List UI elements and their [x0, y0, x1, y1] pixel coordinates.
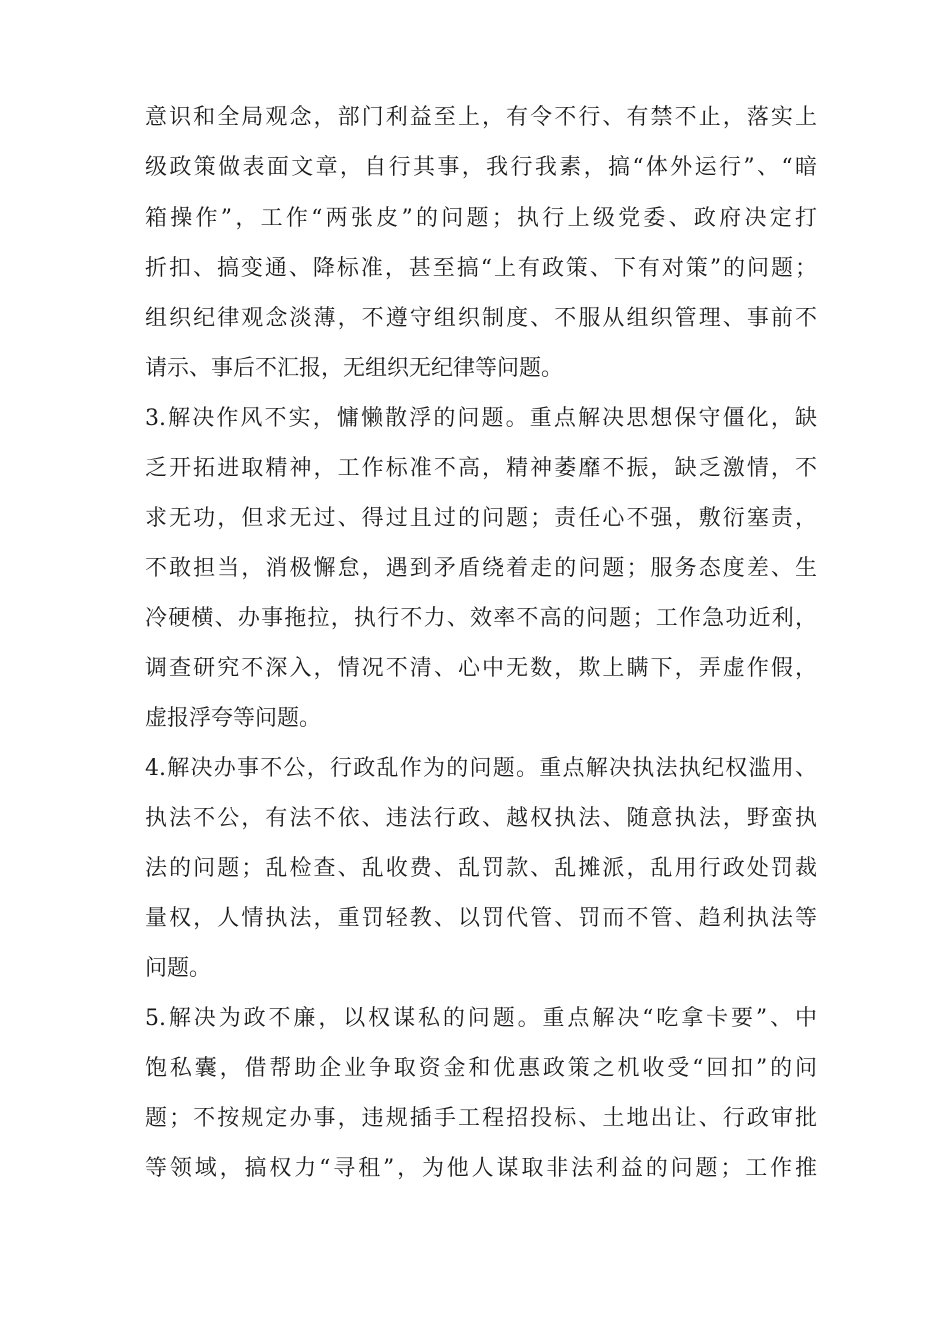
text-line: 虚报浮夸等问题。	[145, 706, 322, 731]
text-line: 请示、事后不汇报，无组织无纪律等问题。	[145, 356, 564, 381]
text-line: 不敢担当，消极懈怠，遇到矛盾绕着走的问题；服务态度差、生	[145, 556, 817, 581]
text-line: 级政策做表面文章，自行其事，我行我素，搞“体外运行”、“暗	[145, 155, 817, 180]
text-line: 组织纪律观念淡薄，不遵守组织制度、不服从组织管理、事前不	[145, 306, 817, 331]
text-line: 乏开拓进取精神，工作标准不高，精神萎靡不振，缺乏激情，不	[145, 456, 817, 481]
text-line: 法的问题；乱检查、乱收费、乱罚款、乱摊派，乱用行政处罚裁	[145, 856, 817, 881]
text-line: 折扣、搞变通、降标准，甚至搞“上有政策、下有对策”的问题；	[145, 256, 817, 281]
text-line: 执法不公，有法不依、违法行政、越权执法、随意执法，野蛮执	[145, 806, 817, 831]
text-line: 求无功，但求无过、得过且过的问题；责任心不强，敷衍塞责，	[145, 506, 817, 531]
text-line: 冷硬横、办事拖拉，执行不力、效率不高的问题；工作急功近利，	[145, 606, 817, 631]
text-line: 4.解决办事不公，行政乱作为的问题。重点解决执法执纪权滥用、	[145, 756, 817, 781]
text-line: 问题。	[145, 956, 212, 981]
text-line: 题；不按规定办事，违规插手工程招投标、土地出让、行政审批	[145, 1106, 817, 1131]
text-line: 等领域，搞权力“寻租”，为他人谋取非法利益的问题；工作推	[145, 1156, 817, 1181]
text-line: 箱操作”，工作“两张皮”的问题；执行上级党委、政府决定打	[145, 206, 817, 231]
text-line: 调查研究不深入，情况不清、心中无数，欺上瞒下，弄虚作假，	[145, 656, 817, 681]
text-line: 意识和全局观念，部门利益至上，有令不行、有禁不止，落实上	[145, 105, 817, 130]
text-line: 量权，人情执法，重罚轻教、以罚代管、罚而不管、趋利执法等	[145, 906, 817, 931]
text-line: 饱私囊，借帮助企业争取资金和优惠政策之机收受“回扣”的问	[145, 1056, 817, 1081]
text-line: 3.解决作风不实，慵懒散浮的问题。重点解决思想保守僵化，缺	[145, 406, 817, 431]
text-line: 5.解决为政不廉，以权谋私的问题。重点解决“吃拿卡要”、中	[145, 1006, 817, 1031]
